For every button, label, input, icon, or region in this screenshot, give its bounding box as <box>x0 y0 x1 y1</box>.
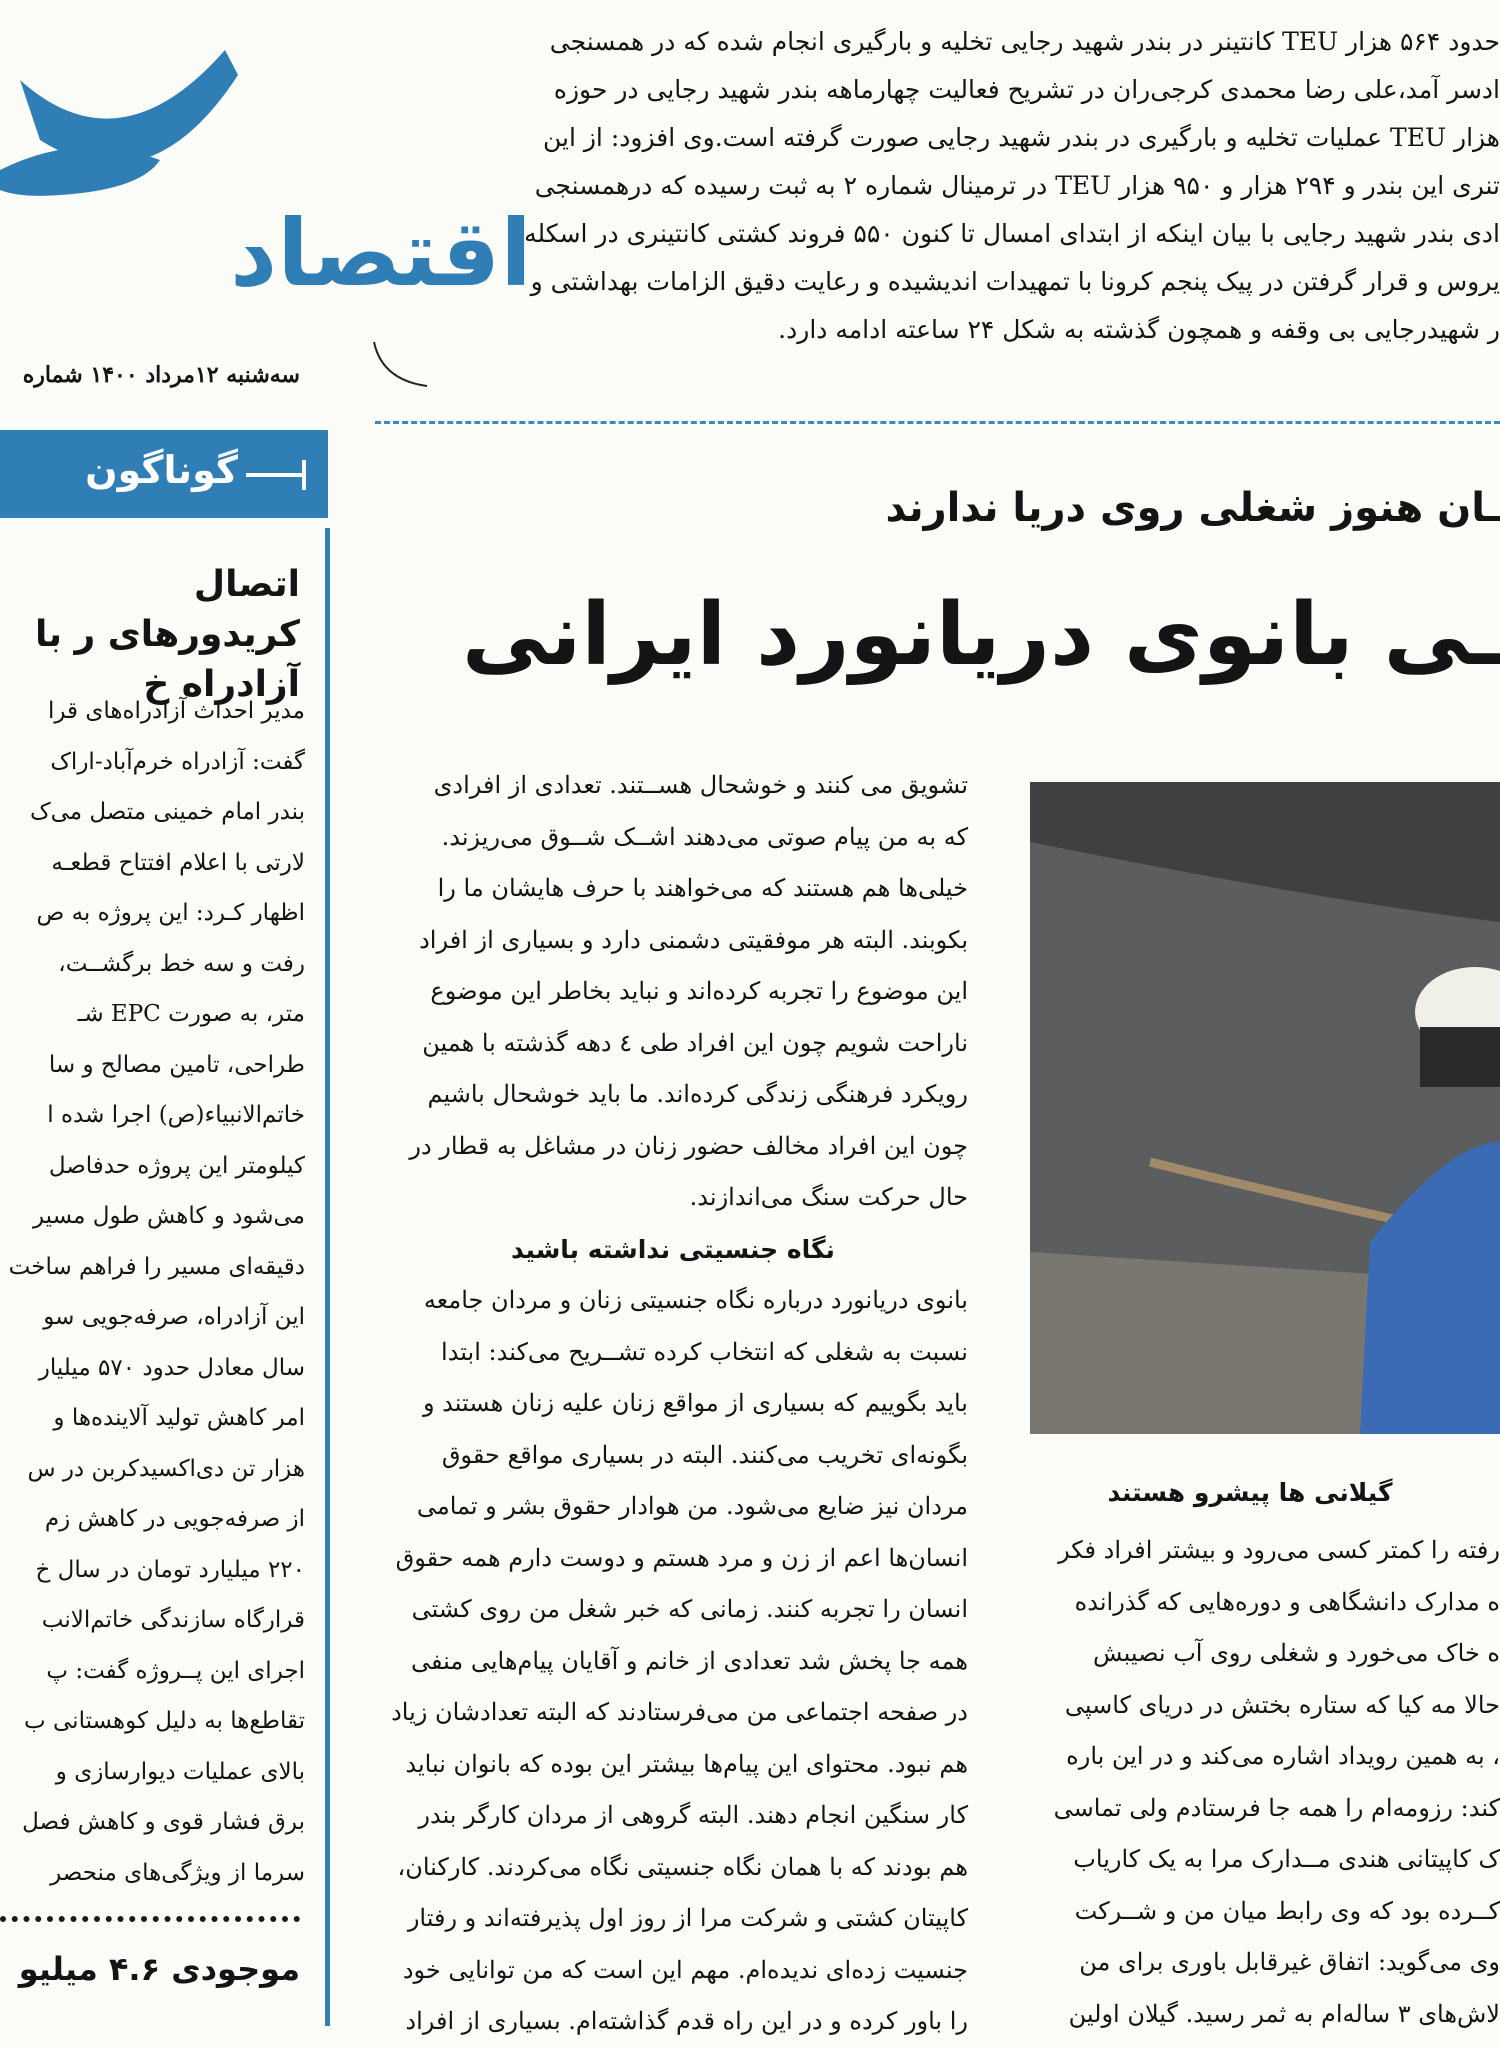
sidebar-line: کیلومتر این پروژه حدفاصل <box>48 1152 305 1179</box>
center-line: همه جا پخش شد تعدادی از خانم و آقایان پیام‌هایی منفی <box>410 1646 968 1675</box>
center-line: رویکرد فرهنگی زندگی کرده‌اند. ما باید خوشحال باشیم <box>427 1080 968 1108</box>
center-line: کاپیتان کشتی و شرکت مرا از روز اول پذیرفته‌اند و رفتار <box>407 1904 968 1932</box>
center-column-part-2 <box>378 1275 968 2048</box>
sidebar-line: طراحی، تامین مصالح و سا <box>48 1051 305 1078</box>
right-line: لاش‌های ۳ ساله‌ام به ثمر رسید. گیلان اولین <box>1068 1999 1500 2028</box>
logo-graphic <box>0 20 532 320</box>
top-article-line: حدود ۵۶۴ هزار TEU کانتینر در بندر شهید رجایی تخلیه و بارگیری انجام شده که در همسنجی <box>549 27 1500 56</box>
category-line <box>246 473 306 477</box>
issue-date: سه‌شنبه ۱۲مرداد ۱۴۰۰ شماره <box>22 362 300 388</box>
dotted-separator <box>0 1916 300 1922</box>
center-line: بانوی دریانورد درباره نگاه جنسیتی زنان و مردان جامعه <box>423 1286 968 1314</box>
sidebar-line: رفت و سه خط برگشــت، <box>58 950 305 977</box>
category-bar <box>0 430 328 518</box>
sidebar-line: خاتم‌الانبیاء(ص) اجرا شده ا <box>47 1102 305 1128</box>
sidebar-line: برق فشار قوی و کاهش فصل <box>22 1809 305 1835</box>
center-line: مردان نیز ضایع می‌شود. من هوادار حقوق بشر و تمامی <box>416 1492 968 1520</box>
top-article-line: یروس و قرار گرفتن در پیک پنجم کرونا با تمهیدات اندیشیده و رعایت دقیق الزامات بهداشتی و <box>530 267 1500 296</box>
center-line: ناراحت شویم چون این افراد طی ٤ دهه گذشته با همین <box>422 1028 968 1057</box>
sidebar-line: متر، به صورت EPC شـ <box>77 1001 305 1027</box>
center-line: کار سنگین انجام دهند. البته گروهی از مردان کارگر بندر <box>418 1801 968 1829</box>
sidebar-line: این آزادراه، صرفه‌جویی سو <box>43 1304 305 1330</box>
right-subhead: گیلانی ها پیشرو هستند <box>1107 1478 1393 1507</box>
center-line: نسبت به شغلی که انتخاب کرده تشــریح می‌کند: ابتدا <box>441 1337 968 1366</box>
sidebar-line: ۲۲۰ میلیارد تومان در سال خ <box>35 1556 305 1583</box>
sidebar-line: هزار تن دی‌اکسیدکربن در س <box>27 1455 305 1482</box>
center-column-part-1 <box>378 760 968 1224</box>
center-line: تشویق می کنند و خوشحال هســتند. تعدادی از افرادی <box>433 771 968 799</box>
top-article-line: هزار TEU عملیات تخلیه و بارگیری در بندر شهید رجایی صورت گرفته است.وی افزود: از این <box>542 123 1500 152</box>
center-line: انسان را تجربه کنند. زمانی که خبر شغل من روی کشتی <box>411 1595 968 1623</box>
center-line: این موضوع را تجربه کرده‌اند و نباید بخاطر این موضوع <box>430 977 968 1005</box>
sidebar-line: سرما از ویژگی‌های منحصر <box>50 1859 305 1886</box>
sidebar-line: مدیر احداث آزادراه‌های قرا <box>47 698 305 724</box>
category-label: گوناگون <box>85 448 238 492</box>
center-line: که به من پیام صوتی می‌دهند اشــک شــوق می‌ریزند. <box>441 822 968 851</box>
logo-text: اقتصاد <box>230 200 532 307</box>
center-line: چون این افراد مخالف حضور زنان در مشاغل به قطار در <box>409 1131 968 1160</box>
sidebar-next-headline: موجودی ۴.۶ میلیو <box>18 1950 300 1988</box>
sidebar-line: دقیقه‌ای مسیر را فراهم ساخت <box>8 1253 305 1280</box>
sidebar-line: بندر امام خمینی متصل می‌ک <box>30 799 305 825</box>
right-line: کند: رزومه‌ام را همه جا فرستادم ولی تماسی <box>1053 1793 1500 1822</box>
sidebar-line: گفت: آزادراه خرم‌آباد-اراک <box>50 748 305 775</box>
center-line: جنسیت زده‌ای ندیده‌ام. مهم این است که من توانایی خود <box>402 1955 968 1984</box>
top-article-line: ادی بندر شهید رجایی با بیان اینکه از ابتدای امسال تا کنون ۵۵۰ فروند کشتی کانتینری در اسکله <box>524 219 1500 248</box>
center-line: باید بگوییم که بسیاری از مواقع زنان علیه زنان هستند و <box>422 1389 968 1417</box>
right-line: کــرده بود که وی رابط میان من و شــرکت <box>1074 1896 1500 1925</box>
sidebar-headline: اتصال کریدورهای ر با آزادراه خ <box>34 564 300 705</box>
top-article-line: ادسر آمد،علی رضا محمدی کرجی‌ران در تشریح فعالیت چهارماهه بندر شهید رجایی در حوزه <box>553 75 1500 104</box>
sidebar-line: تقاطع‌ها به دلیل کوهستانی ب <box>24 1708 305 1734</box>
article-headline: ـی بانوی دریانورد ایرانی <box>462 585 1500 685</box>
top-article <box>390 18 1500 354</box>
right-line: ک کاپیتانی هندی مــدارک مرا به یک کاریاب <box>1073 1845 1500 1873</box>
top-article-line: تنری این بندر و ۲۹۴ هزار و ۹۵۰ هزار TEU در ترمینال شماره ۲ به ثبت رسیده که درهمسنجی <box>534 171 1500 200</box>
sidebar-line: امر کاهش تولید آلاینده‌ها و <box>53 1405 305 1431</box>
center-column <box>378 760 968 2048</box>
right-line: رفته را کمتر کسی می‌رود و بیشتر افراد فکر <box>1058 1536 1500 1564</box>
sidebar-line: از صرفه‌جویی در کاهش زم <box>44 1506 305 1532</box>
right-line: ، به همین رویداد اشاره می‌کند و در این باره <box>1066 1742 1500 1770</box>
sidebar-line: می‌شود و کاهش طول مسیر <box>32 1203 305 1229</box>
newspaper-logo <box>0 20 532 320</box>
sidebar-line: بالای عملیات دیوارسازی و <box>55 1758 305 1785</box>
center-line: حال حرکت سنگ می‌اندازند. <box>689 1183 968 1211</box>
sidebar-body <box>0 686 305 1898</box>
sidebar-line: لارتی با اعلام افتتاح قطعـه <box>51 849 305 876</box>
center-line: را باور کرده و در این راه قدم گذاشته‌ام. بسیاری از افراد <box>405 2007 968 2035</box>
sailor-photo <box>1030 782 1500 1434</box>
right-line: حالا مه کیا که ستاره بختش در دریای کاسپی <box>1064 1690 1500 1719</box>
center-line: بکوبند. البته هر موفقیتی دشمنی دارد و بسیاری از افراد <box>419 925 968 954</box>
sidebar-line: سال معادل حدود ۵۷۰ میلیار <box>38 1354 305 1381</box>
center-line: انسان‌ها اعم از زن و مرد هستم و دوست دارم همه حقوق <box>395 1543 968 1572</box>
center-subhead: نگاه جنسیتی نداشته باشید <box>511 1234 835 1264</box>
sidebar-line: اظهار کـرد: این پروژه به ص <box>36 900 305 926</box>
category-tick <box>302 460 306 490</box>
right-column <box>1030 1525 1500 2040</box>
center-line: خیلی‌ها هم هستند که می‌خواهند با حرف هایشان ما را <box>437 874 968 902</box>
right-line: ه خاک می‌خورد و شغلی روی آب نصیبش <box>1092 1639 1500 1667</box>
corner-ornament <box>372 340 432 390</box>
sidebar-line: قرارگاه سازندگی خاتم‌الانب <box>41 1607 305 1633</box>
dashed-divider <box>375 421 1500 424</box>
center-line: بگونه‌ای تخریب می‌کنند. البته در بسیاری مواقع حقوق <box>441 1440 968 1469</box>
center-line: در صفحه اجتماعی من می‌فرستادند که البته تعدادشان زیاد <box>391 1698 968 1726</box>
sidebar-line: اجرای این پــروژه گفت: پ <box>46 1657 305 1684</box>
center-line: هم بودند که با همان نگاه جنسیتی نگاه می‌کردند. کارکنان، <box>397 1852 968 1881</box>
center-line: هم نبود. محتوای این پیام‌ها بیشتر این بوده که بانوان نباید <box>405 1749 968 1778</box>
article-kicker: ـان هنوز شغلی روی دریا ندارند <box>885 485 1500 531</box>
top-article-line: ر شهیدرجایی بی وقفه و همچون گذشته به شکل ۲۴ ساعته ادامه دارد. <box>778 315 1500 344</box>
right-line: ه مدارک دانشگاهی و دوره‌هایی که گذرانده <box>1074 1587 1500 1616</box>
right-line: وی می‌گوید: اتفاق غیرقابل باوری برای من <box>1079 1948 1500 1976</box>
